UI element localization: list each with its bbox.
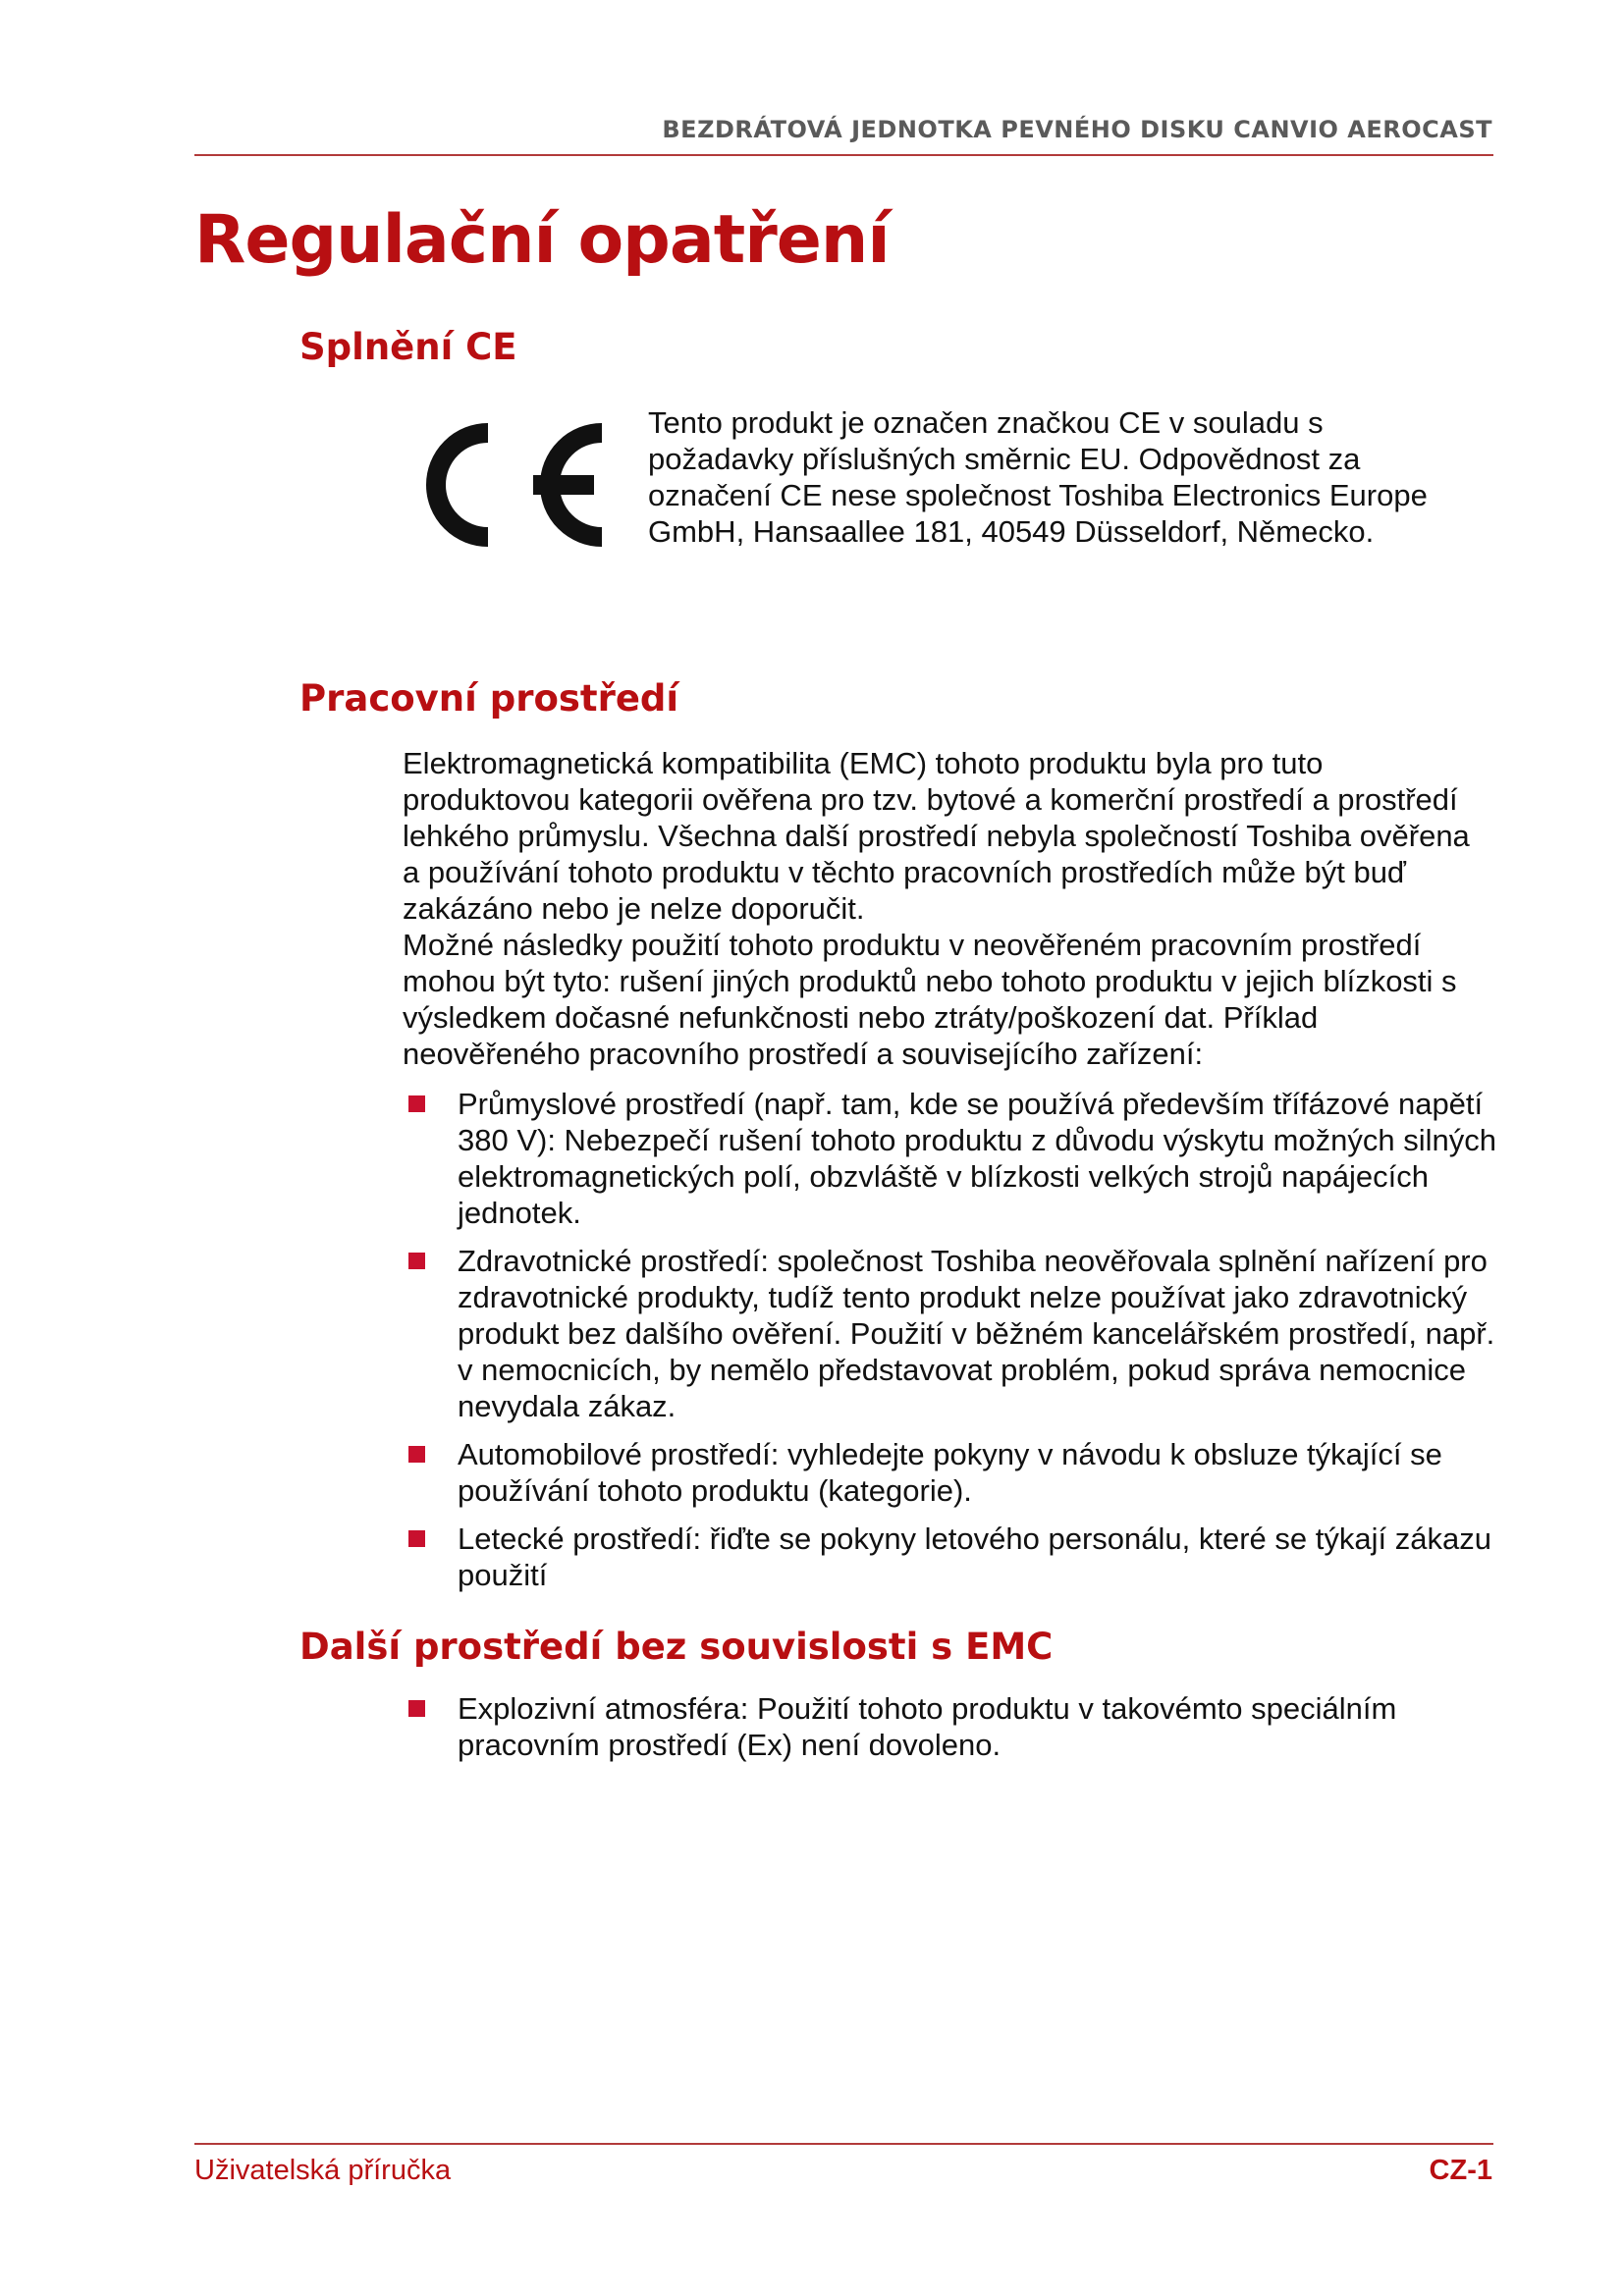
list-item-text: Letecké prostředí: řiďte se pokyny letového personálu, které se týkají zákazu použití bbox=[458, 1522, 1491, 1592]
work-environment-text bbox=[403, 745, 1492, 1072]
square-bullet-icon bbox=[408, 1253, 425, 1269]
list-item bbox=[403, 1436, 1502, 1509]
list-item bbox=[403, 1086, 1502, 1231]
other-environment-list bbox=[403, 1690, 1502, 1775]
list-item-text: Průmyslové prostředí (např. tam, kde se používá především třífázové napětí 380 V): Nebezpečí rušení tohoto produktu z důvodu výskytu možných silných elektromagnetických polí, obzvláště v blízkosti velkých strojů napájecích jednotek. bbox=[458, 1087, 1497, 1230]
page-title: Regulační opatření bbox=[194, 201, 890, 279]
square-bullet-icon bbox=[408, 1446, 425, 1463]
list-item bbox=[403, 1243, 1502, 1424]
list-item-text: Zdravotnické prostředí: společnost Toshiba neověřovala splnění nařízení pro zdravotnické produkty, tudíž tento produkt nelze používat jako zdravotnický produkt bez dalšího ověření. Použití v běžném kancelářském prostředí, např. v nemocnicích, by nemělo představovat problém, pokud správa nemocnice nevydala zákaz. bbox=[458, 1244, 1495, 1423]
square-bullet-icon bbox=[408, 1700, 425, 1717]
section-title-ce: Splnění CE bbox=[299, 326, 517, 368]
section-title-work-environment: Pracovní prostředí bbox=[299, 677, 679, 720]
paragraph-consequences: Možné následky použití tohoto produktu v neověřeném pracovním prostředí mohou být tyto: rušení jiných produktů nebo tohoto produktu v jejich blízkosti s výsledkem dočasné nefunkčnosti nebo ztráty/poškození dat. Příklad neověřeného pracovního prostředí a souvisejícího zařízení: bbox=[403, 928, 1457, 1071]
ce-mark-icon bbox=[407, 410, 614, 560]
running-header: BEZDRÁTOVÁ JEDNOTKA PEVNÉHO DISKU CANVIO AEROCAST bbox=[662, 116, 1492, 143]
list-item-text: Explozivní atmosféra: Použití tohoto produktu v takovémto speciálním pracovním prostředí (Ex) není dovoleno. bbox=[458, 1691, 1397, 1762]
square-bullet-icon bbox=[408, 1530, 425, 1547]
list-item-text: Automobilové prostředí: vyhledejte pokyny v návodu k obsluze týkající se používání tohoto produktu (kategorie). bbox=[458, 1437, 1442, 1508]
square-bullet-icon bbox=[408, 1095, 425, 1112]
footer-guide-title: Uživatelská příručka bbox=[194, 2155, 452, 2186]
work-environment-list bbox=[403, 1086, 1502, 1605]
section-title-other-environment: Další prostředí bez souvislosti s EMC bbox=[299, 1626, 1054, 1668]
list-item bbox=[403, 1521, 1502, 1593]
footer-rule bbox=[194, 2143, 1493, 2145]
header-rule bbox=[194, 154, 1493, 156]
paragraph-emc: Elektromagnetická kompatibilita (EMC) tohoto produktu byla pro tuto produktovou kategorii ověřena pro tzv. bytové a komerční prostředí a prostředí lehkého průmyslu. Všechna další prostředí nebyla společností Toshiba ověřena a používání tohoto produktu v těchto pracovních prostředích může být buď zakázáno nebo je nelze doporučit. bbox=[403, 746, 1470, 926]
ce-statement: Tento produkt je označen značkou CE v souladu s požadavky příslušných směrnic EU. Odpovědnost za označení CE nese společnost Toshiba Electronics Europe GmbH, Hansaallee 181, 40549 Düsseldorf, Německo. bbox=[648, 405, 1428, 549]
list-item bbox=[403, 1690, 1502, 1763]
page-number: CZ-1 bbox=[1429, 2155, 1492, 2186]
